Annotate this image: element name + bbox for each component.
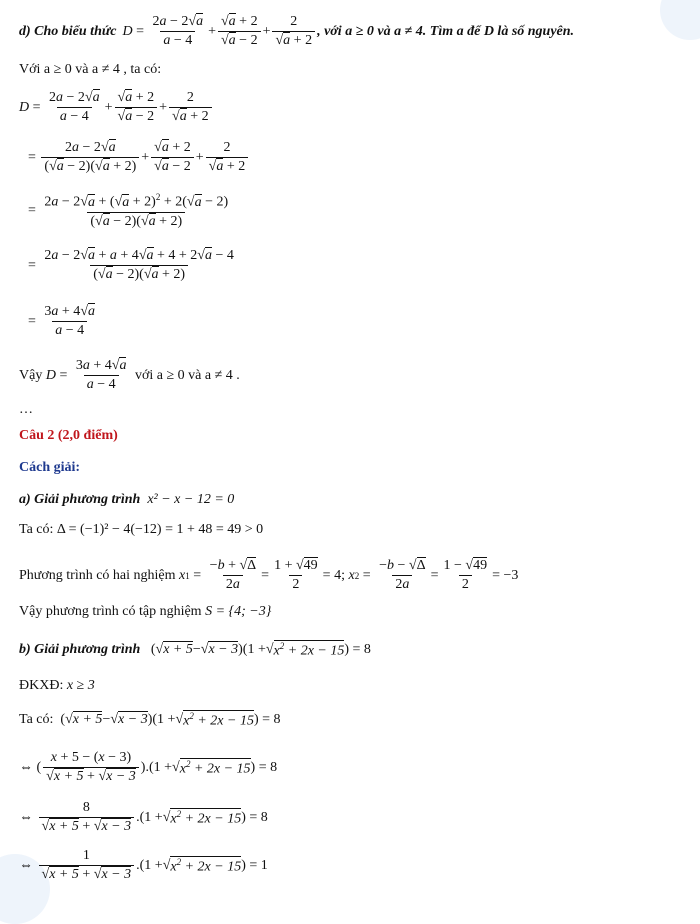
- part-d-conclusion: Vậy D = $\frac{3a + 4√a}{a - 4}$ với a ≥ 0 và a ≠ 4 .: [19, 358, 240, 393]
- math-step-5: = $\frac{3a + 4√a}{a - 4}$: [28, 304, 95, 339]
- question-2-title: Câu 2 (2,0 điểm): [19, 428, 118, 443]
- part-d-statement: d) Cho biểu thức D = $\frac{2a - 2√a}{a - 4}$ + $\frac{√a + 2}{√a - 2}$ + $\frac{2}{√a + 2}$ , với a ≥ 0 và a ≠ 4. Tìm a để D là số nguyên.: [19, 14, 575, 49]
- part-a-solution-set: Vậy phương trình có tập nghiệm S = {4; −3}: [19, 604, 272, 619]
- math-step-4: = $\frac{2a - 2√a + a + 4√a + 4 + 2√a - 4}{(√a - 2)(√a + 2)}$: [28, 248, 234, 283]
- part-d-intro: Với a ≥ 0 và a ≠ 4 , ta có:: [19, 62, 162, 77]
- ellipsis: …: [19, 402, 33, 417]
- part-b-step-2: ⇔ ( $\frac{x + 5 - (x - 3)}{√x + 5 + √x - 3}$ ).(1 + √ $x^2 + 2x - 15$ ) = 8: [19, 750, 278, 785]
- part-a-delta: Ta có: Δ = (−1)² − 4(−12) = 1 + 48 = 49 > 0: [19, 522, 264, 537]
- method-label: Cách giải:: [19, 460, 81, 475]
- math-step-2: = $\frac{2a - 2√a}{(√a - 2)(√a + 2)}$ + $\frac{√a + 2}{√a - 2}$ + $\frac{2}{√a + 2}$: [28, 140, 250, 175]
- part-b-step-1: Ta có: ( √ x + 5 − √ x − 3 )(1 + √ $x^2 + 2x - 15$ ) = 8: [19, 711, 281, 729]
- watermark-shape: [660, 0, 700, 40]
- part-a-heading: a) Giải phương trình x² − x − 12 = 0: [19, 492, 235, 507]
- part-b-step-3: ⇔ $\frac{8}{√x + 5 + √x - 3}$ .(1 + √ $x^2 + 2x - 15$ ) = 8: [19, 800, 268, 835]
- part-b-step-4: ⇔ $\frac{1}{√x + 5 + √x - 3}$ .(1 + √ $x^2 + 2x - 15$ ) = 1: [19, 848, 268, 883]
- part-b-heading: b) Giải phương trình ( √ x + 5 − √ x − 3 )(1 + √ $x^2 + 2x - 15$ ) = 8: [19, 641, 371, 659]
- part-b-condition: ĐKXĐ: x ≥ 3: [19, 678, 95, 693]
- math-step-1: D = $\frac{2a - 2√a}{a - 4}$ + $\frac{√a + 2}{√a - 2}$ + $\frac{2}{√a + 2}$: [19, 90, 214, 125]
- part-d-condition: , với a ≥ 0 và a ≠ 4. Tìm a để D là số nguyên.: [317, 23, 575, 39]
- part-d-heading: d) Cho biểu thức: [19, 23, 117, 39]
- math-step-3: = $\frac{2a - 2√a + (√a + 2)^2 + 2(√a - 2)}{(√a - 2)(√a + 2)}$: [28, 192, 229, 229]
- part-a-roots: Phương trình có hai nghiệm x 1 = $\frac{-b + √\Delta}{2a}$ = $\frac{1 + √49}{2}$ = 4; x 2 = $\frac{-b - √\Delta}{2a}$ = $\frac{1 - √49}{2}$ = −3: [19, 558, 519, 593]
